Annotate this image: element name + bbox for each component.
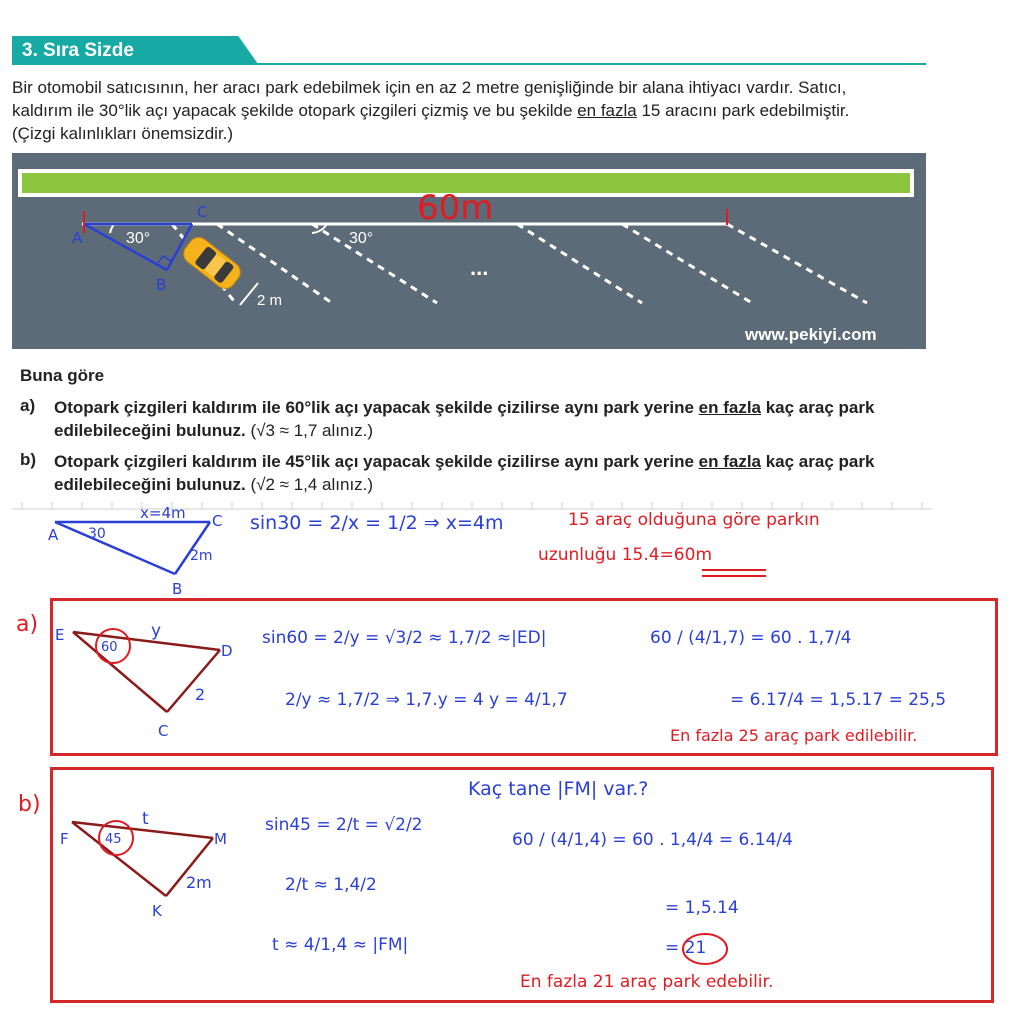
solution-a-eq2: 2/y ≈ 1,7/2 ⇒ 1,7.y = 4 y = 4/1,7 [285, 690, 568, 710]
problem-line-2: kaldırım ile 30°lik açı yapacak şekilde otopark çizgileri çizmiş ve bu şekilde en fazla 15 aracını park edebilmiştir. [12, 101, 850, 120]
tri-angle: 30 [88, 526, 106, 542]
solution-a-label: a) [16, 612, 39, 637]
question-b: Otopark çizgileri kaldırım ile 45°lik açı yapacak şekilde çizilirse aynı park yerine en fazla kaç araç park edilebileceğini bulunuz. (√2 ≈ 1,4 alınız.) [54, 452, 875, 494]
tri-c: C [158, 722, 169, 740]
solution-b-answer: En fazla 21 araç park edebilir. [520, 972, 774, 992]
tri-side: 2m [190, 548, 213, 564]
question-a-label: a) [20, 396, 36, 415]
vertex-c: C [197, 203, 208, 221]
tri-side: 2m [186, 873, 212, 892]
tri-b: B [172, 580, 183, 598]
tri-x-label: x=4m [140, 506, 186, 522]
tri-e: E [55, 626, 65, 644]
angle-label-1: 30° [126, 230, 151, 247]
solution-a-triangle [55, 612, 245, 742]
solution-a-eq1: sin60 = 2/y = √3/2 ≈ 1,7/2 ≈|ED| [262, 628, 547, 648]
emphasis-en-fazla: en fazla [577, 101, 637, 120]
questions-intro: Buna göre [20, 366, 105, 385]
tri-angle: 45 [105, 832, 122, 847]
problem-line-1: Bir otomobil satıcısının, her aracı park edebilmek için en az 2 metre genişliğinde bir alana ihtiyacı vardır. Satıcı, [12, 78, 847, 97]
vertex-a: A [72, 229, 83, 247]
solution-a-answer: En fazla 25 araç park edilebilir. [670, 726, 918, 745]
tri-m: M [214, 830, 227, 848]
tri-t: t [142, 809, 149, 829]
solution-intro-triangle [40, 506, 250, 598]
tri-angle: 60 [101, 640, 118, 655]
solution-b-answer-circle [680, 932, 730, 966]
solution-a-calc1: 60 / (4/1,7) = 60 . 1,7/4 [650, 628, 852, 648]
solution-a-calc2: = 6.17/4 = 1,5.17 = 25,5 [730, 690, 947, 710]
ellipsis: ... [470, 255, 489, 280]
tri-f: F [60, 830, 69, 848]
solution-b-triangle [58, 800, 248, 925]
intro-double-underline [700, 567, 770, 579]
intro-note-line2: uzunluğu 15.4=60m [538, 545, 713, 565]
angle-label-2: 30° [349, 230, 374, 247]
question-a: Otopark çizgileri kaldırım ile 60°lik açı yapacak şekilde çizilirse aynı park yerine en fazla kaç araç park edilebileceğini bulunuz. (√3 ≈ 1,7 alınız.) [54, 398, 875, 440]
solution-b-question: Kaç tane |FM| var.? [468, 778, 649, 800]
section-title: 3. Sıra Sizde [22, 40, 134, 61]
parking-figure [12, 153, 926, 349]
solution-b-eq3: t ≈ 4/1,4 ≈ |FM| [272, 935, 409, 955]
tri-y: y [151, 621, 162, 641]
intro-note-line1: 15 araç olduğuna göre parkın [568, 510, 820, 530]
tri-k: K [152, 902, 162, 920]
vertex-b: B [156, 276, 167, 294]
intro-equation: sin30 = 2/x = 1/2 ⇒ x=4m [250, 512, 504, 534]
tri-a: A [48, 526, 59, 544]
solution-b-calc2: = 1,5.14 [665, 898, 739, 918]
tri-d: D [221, 642, 233, 660]
solution-b-label: b) [18, 792, 41, 817]
solution-b-eq2: 2/t ≈ 1,4/2 [285, 875, 377, 895]
question-b-label: b) [20, 450, 37, 469]
solution-b-calc3: = 21 [665, 938, 707, 958]
watermark: www.pekiyi.com [745, 325, 877, 344]
tri-c: C [212, 512, 223, 530]
width-label: 2 m [257, 292, 283, 309]
section-header-rule [12, 63, 926, 65]
problem-line-3: (Çizgi kalınlıkları önemsizdir.) [12, 124, 234, 143]
tri-side: 2 [195, 685, 206, 704]
problem-text [12, 76, 932, 145]
handwritten-length: 60m [417, 188, 494, 228]
solution-b-calc1: 60 / (4/1,4) = 60 . 1,4/4 = 6.14/4 [512, 830, 793, 850]
solution-b-eq1: sin45 = 2/t = √2/2 [265, 815, 423, 835]
